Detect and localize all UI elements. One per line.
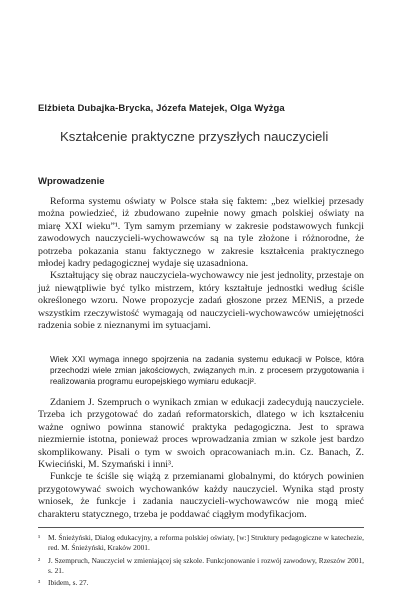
footnote-number: ³ [38,578,41,587]
footnote-text: Ibidem, s. 27. [48,578,89,587]
block-quote [50,355,364,387]
footnote-text: M. Śnieżyński, Dialog edukacyjny, a reforma polskiej oświaty, [w:] Struktury pedagogiczne w katechezie, red. M. Śnieżyński, Kraków 2001. [48,533,364,552]
footnote-number: ¹ [38,533,41,542]
body-text-1 [38,196,364,332]
paragraph: Funkcje te ściśle się wiążą z przemianami globalnymi, do których powinien przygotowywać swoich wychowanków każdy nauczyciel. Wynika stąd prosty wniosek, że funkcje i zadania nauczycieli-wychowawców nie mogą mieć charakteru statycznego, trzeba je poddawać ciągłym modyfikacjom. [38,471,364,520]
authors: Elżbieta Dubajka-Brycka, Józefa Matejek, Olga Wyżga [38,103,285,114]
footnote-3 [38,578,364,588]
paragraph: Reforma systemu oświaty w Polsce stała się faktem: „bez wielkiej przesady można powiedzieć, iż zbudowano zupełnie nowy gmach polskiej oświaty na miarę XXI wieku”¹. Tym samym przemiany w zakresie podstawowych funkcji zawodowych nauczycieli-wychowawców są na tyle złożone i różnorodne, że potrzeba pokazania stanu faktycznego w zakresie kształcenia praktycznego młodej kadry pedagogicznej wydaje się uzasadniona. [38,196,364,270]
section-heading: Wprowadzenie [38,176,105,187]
footnote-text: J. Szempruch, Nauczyciel w zmieniającej się szkole. Funkcjonowanie i rozwój zawodowy, Rzeszów 2001, s. 21. [48,556,364,575]
footnote-2 [38,556,364,575]
article-title: Kształcenie praktyczne przyszłych nauczycieli [60,129,329,144]
footnote-rule [38,527,364,528]
body-text-2 [38,397,364,521]
footnote-number: ² [38,556,41,565]
paragraph: Zdaniem J. Szempruch o wynikach zmian w edukacji zadecydują nauczyciele. Trzeba ich przygotować do zadań reformatorskich, dlatego w ich kształceniu ważne ogniwo powinna stanowić praktyka pedagogiczna. Jest to sprawa niezmiernie istotna, ponieważ proces wprowadzania zmian w szkole jest bardzo skomplikowany. Pisali o tym w swoich opracowaniach m.in. Cz. Banach, Z. Kwieciński, M. Szymański i inni³. [38,397,364,471]
paragraph: Kształtujący się obraz nauczyciela-wychowawcy nie jest jednolity, przestaje on już niewątpliwie być tylko mistrzem, który kształtuje jednostki według ściśle określonego wzoru. Nowe propozycje zadań głoszone przez MENiS, a przede wszystkim rzeczywistość wymagają od nauczycieli-wychowawców umiejętności radzenia sobie z nieznanymi im sytuacjami. [38,270,364,332]
quote-text: Wiek XXI wymaga innego spojrzenia na zadania systemu edukacji w Polsce, która przechodzi wiele zmian jakościowych, związanych m.in. z procesem przygotowania i realizowania programu europejskiego wymiaru edukacji². [50,355,364,386]
footnote-1 [38,533,364,552]
